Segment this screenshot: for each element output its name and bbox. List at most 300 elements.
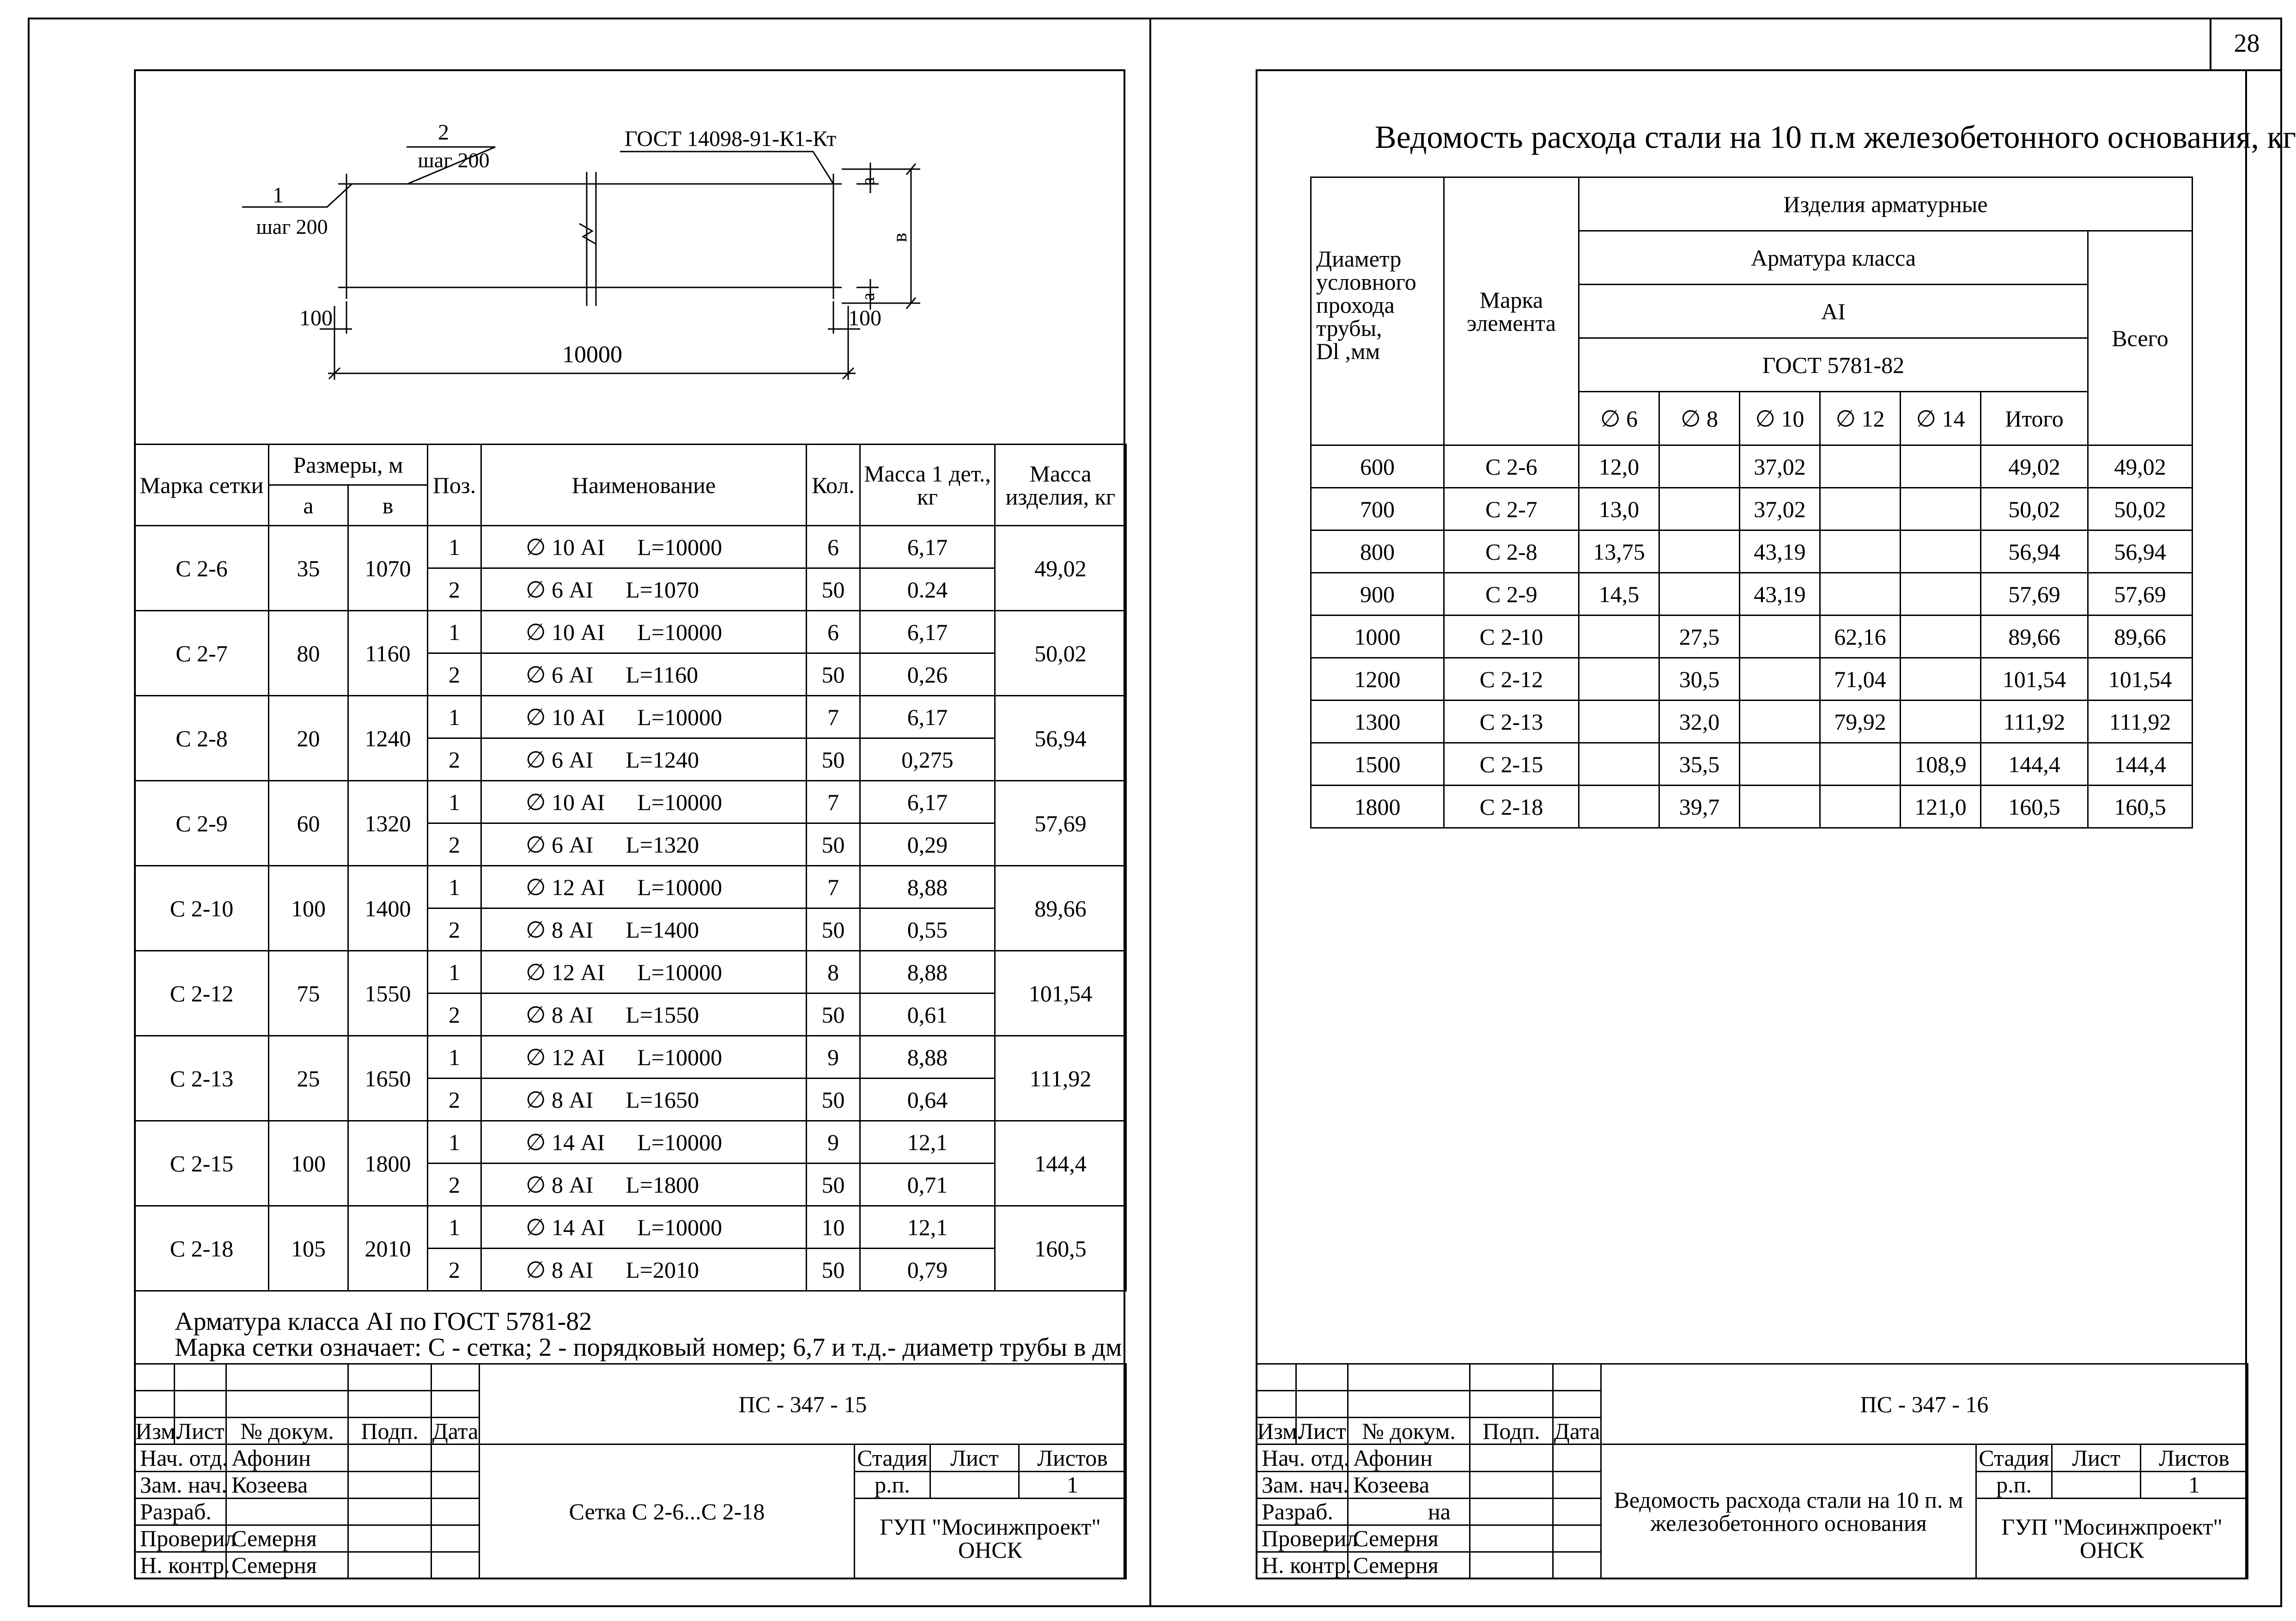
size-a: 100 bbox=[269, 1121, 348, 1206]
header-ai: АI bbox=[1579, 285, 2088, 338]
mesh-mark: С 2-15 bbox=[135, 1121, 269, 1206]
header-diam-text: Диаметр условного прохода трубы, bbox=[1316, 246, 1416, 341]
stamp-name: Семерня bbox=[1348, 1552, 1470, 1578]
table-row bbox=[135, 1121, 1126, 1164]
mesh-mark: С 2-7 bbox=[135, 611, 269, 696]
right-title-block bbox=[1256, 1363, 2248, 1579]
cell-vsego: 101,54 bbox=[2088, 658, 2193, 701]
mesh-spec-table bbox=[134, 444, 1127, 1292]
cell-d12 bbox=[1820, 445, 1901, 488]
cell-d8: 30,5 bbox=[1659, 658, 1740, 701]
cell-vsego: 89,66 bbox=[2088, 615, 2193, 658]
stamp-stage-h: Стадия bbox=[855, 1444, 930, 1471]
cell-dn: 1500 bbox=[1311, 743, 1444, 786]
cell-dn: 1800 bbox=[1311, 786, 1444, 828]
position: 2 bbox=[428, 738, 481, 781]
stamp-name: Семерня bbox=[1348, 1525, 1470, 1552]
table-row bbox=[1311, 786, 2193, 828]
header-sizes: Размеры, м bbox=[269, 445, 428, 485]
bar-diameter: ∅ 8 АI bbox=[526, 1001, 594, 1028]
header-d10: ∅ 10 bbox=[1740, 392, 1820, 445]
position: 2 bbox=[428, 653, 481, 696]
cell-d14: 121,0 bbox=[1901, 786, 1981, 828]
stamp-h-doc: № докум. bbox=[226, 1418, 348, 1444]
right-sheet-title bbox=[1601, 1444, 1976, 1579]
cell-itogo: 144,4 bbox=[1981, 743, 2088, 786]
quantity: 9 bbox=[807, 1121, 860, 1164]
cell-mark: С 2-7 bbox=[1444, 488, 1579, 530]
unit-mass: 0,71 bbox=[860, 1164, 995, 1206]
quantity: 7 bbox=[807, 781, 860, 823]
position: 1 bbox=[428, 696, 481, 738]
table-row bbox=[1311, 743, 2193, 786]
size-a: 75 bbox=[269, 951, 348, 1036]
bar-diameter: ∅ 8 АI bbox=[526, 1171, 594, 1198]
cell-mark: С 2-10 bbox=[1444, 615, 1579, 658]
cell-d6 bbox=[1579, 786, 1659, 828]
stamp-org-1: ГУП "Мосинжпроект" bbox=[880, 1514, 1101, 1540]
table-row bbox=[135, 1036, 1126, 1079]
bar-length: L=10000 bbox=[637, 534, 723, 560]
cell-itogo: 56,94 bbox=[1981, 530, 2088, 573]
unit-mass: 0,79 bbox=[860, 1249, 995, 1291]
cell-d14 bbox=[1901, 445, 1981, 488]
unit-mass: 0,29 bbox=[860, 823, 995, 866]
left-doc-code: ПС - 347 - 15 bbox=[480, 1364, 1126, 1444]
stamp-h-date: Дата bbox=[1553, 1418, 1601, 1444]
bar-length: L=10000 bbox=[637, 619, 723, 645]
callout-1-step: шаг 200 bbox=[256, 215, 328, 238]
quantity: 6 bbox=[807, 611, 860, 653]
cell-mark: С 2-18 bbox=[1444, 786, 1579, 828]
cell-itogo: 89,66 bbox=[1981, 615, 2088, 658]
quantity: 50 bbox=[807, 823, 860, 866]
stamp-sheets-h: Листов bbox=[2141, 1444, 2248, 1471]
stamp-role: Проверил bbox=[135, 1525, 226, 1552]
cell-d8 bbox=[1659, 573, 1740, 615]
unit-mass: 8,88 bbox=[860, 866, 995, 908]
bar-length: L=1400 bbox=[626, 916, 699, 943]
stamp-role: Н. контр. bbox=[1257, 1552, 1348, 1578]
position: 1 bbox=[428, 611, 481, 653]
stamp-role: Разраб. bbox=[1257, 1498, 1348, 1525]
table-row bbox=[135, 611, 1126, 653]
stamp-h-date: Дата bbox=[431, 1418, 480, 1444]
stamp-org-2: ОНСК bbox=[958, 1537, 1022, 1563]
unit-mass: 6,17 bbox=[860, 526, 995, 568]
cell-d10: 43,19 bbox=[1740, 530, 1820, 573]
stamp-org-2: ОНСК bbox=[2080, 1537, 2144, 1563]
bar-name bbox=[481, 951, 807, 993]
bar-diameter: ∅ 14 АI bbox=[526, 1129, 605, 1155]
note-line-2: Марка сетки означает: С - сетка; 2 - порядковый номер; 6,7 и т.д.- диаметр трубы в дм bbox=[175, 1333, 1122, 1362]
cell-d6: 13,0 bbox=[1579, 488, 1659, 530]
cell-dn: 900 bbox=[1311, 573, 1444, 615]
size-v: 1650 bbox=[348, 1036, 428, 1121]
header-itogo: Итого bbox=[1981, 392, 2088, 445]
cell-itogo: 101,54 bbox=[1981, 658, 2088, 701]
bar-length: L=10000 bbox=[637, 704, 723, 730]
cell-d10 bbox=[1740, 658, 1820, 701]
stamp-name: Козеева bbox=[1348, 1471, 1470, 1498]
bar-diameter: ∅ 6 АI bbox=[526, 661, 594, 688]
bar-length: L=1240 bbox=[626, 746, 699, 773]
header-diam-unit: Dl ,мм bbox=[1316, 338, 1380, 364]
size-v: 1070 bbox=[348, 526, 428, 611]
position: 2 bbox=[428, 993, 481, 1036]
cell-d14 bbox=[1901, 658, 1981, 701]
bar-length: L=1800 bbox=[626, 1171, 699, 1198]
header-rebar-class: Арматура класса bbox=[1579, 231, 2088, 285]
bar-length: L=10000 bbox=[637, 1214, 723, 1240]
cell-itogo: 111,92 bbox=[1981, 701, 2088, 743]
quantity: 50 bbox=[807, 993, 860, 1036]
cell-dn: 800 bbox=[1311, 530, 1444, 573]
cell-d6 bbox=[1579, 658, 1659, 701]
stamp-sheet-h: Лист bbox=[930, 1444, 1019, 1471]
cell-d8: 35,5 bbox=[1659, 743, 1740, 786]
stamp-role: Зам. нач. bbox=[1257, 1471, 1348, 1498]
quantity: 7 bbox=[807, 866, 860, 908]
callout-1: 1 bbox=[273, 183, 284, 207]
stamp-role: Зам. нач. bbox=[135, 1471, 226, 1498]
cell-dn: 1200 bbox=[1311, 658, 1444, 701]
bar-name bbox=[481, 993, 807, 1036]
cell-d6: 12,0 bbox=[1579, 445, 1659, 488]
cell-vsego: 49,02 bbox=[2088, 445, 2193, 488]
bar-name bbox=[481, 1079, 807, 1121]
cell-mark: С 2-6 bbox=[1444, 445, 1579, 488]
bar-name bbox=[481, 611, 807, 653]
stamp-org-1: ГУП "Мосинжпроект" bbox=[2001, 1514, 2223, 1540]
unit-mass: 6,17 bbox=[860, 781, 995, 823]
stamp-org bbox=[855, 1498, 1126, 1578]
table-row bbox=[1311, 530, 2193, 573]
bar-diameter: ∅ 12 АI bbox=[526, 1044, 605, 1070]
table-row bbox=[135, 951, 1126, 993]
stamp-h-izm: Изм. bbox=[1257, 1418, 1303, 1444]
quantity: 6 bbox=[807, 526, 860, 568]
quantity: 8 bbox=[807, 951, 860, 993]
header-mass-item: Масса изделия, кг bbox=[995, 445, 1126, 526]
bar-diameter: ∅ 8 АI bbox=[526, 1256, 594, 1283]
item-mass: 144,4 bbox=[995, 1121, 1126, 1206]
size-a: 105 bbox=[269, 1206, 348, 1291]
quantity: 50 bbox=[807, 653, 860, 696]
bar-name bbox=[481, 1164, 807, 1206]
bar-name bbox=[481, 653, 807, 696]
position: 2 bbox=[428, 1079, 481, 1121]
dim-100-left: 100 bbox=[299, 306, 333, 330]
table-row bbox=[135, 781, 1126, 823]
header-pos: Поз. bbox=[428, 445, 481, 526]
cell-d6 bbox=[1579, 743, 1659, 786]
table-row bbox=[1311, 488, 2193, 530]
bar-name bbox=[481, 1206, 807, 1249]
cell-d8 bbox=[1659, 488, 1740, 530]
size-v: 1320 bbox=[348, 781, 428, 866]
mesh-mark: С 2-12 bbox=[135, 951, 269, 1036]
dim-100-right: 100 bbox=[848, 306, 881, 330]
unit-mass: 0.24 bbox=[860, 568, 995, 611]
unit-mass: 8,88 bbox=[860, 951, 995, 993]
table-row bbox=[135, 1206, 1126, 1249]
cell-d10: 43,19 bbox=[1740, 573, 1820, 615]
note-line-1: Арматура класса АI по ГОСТ 5781-82 bbox=[175, 1307, 592, 1336]
bar-name bbox=[481, 1036, 807, 1079]
header-a: а bbox=[269, 485, 348, 526]
cell-d14 bbox=[1901, 615, 1981, 658]
unit-mass: 12,1 bbox=[860, 1206, 995, 1249]
cell-d14 bbox=[1901, 573, 1981, 615]
size-v: 1800 bbox=[348, 1121, 428, 1206]
item-mass: 89,66 bbox=[995, 866, 1126, 951]
bar-diameter: ∅ 6 АI bbox=[526, 746, 594, 773]
dim-a-top: а bbox=[857, 177, 878, 185]
cell-dn: 1300 bbox=[1311, 701, 1444, 743]
stamp-name: Семерня bbox=[226, 1525, 348, 1552]
cell-itogo: 50,02 bbox=[1981, 488, 2088, 530]
unit-mass: 6,17 bbox=[860, 696, 995, 738]
quantity: 50 bbox=[807, 1164, 860, 1206]
table-row bbox=[1311, 573, 2193, 615]
cell-mark: С 2-9 bbox=[1444, 573, 1579, 615]
bar-diameter: ∅ 8 АI bbox=[526, 1086, 594, 1113]
unit-mass: 6,17 bbox=[860, 611, 995, 653]
bar-name bbox=[481, 823, 807, 866]
dim-a-bottom: а bbox=[857, 293, 878, 301]
stamp-role: Н. контр. bbox=[135, 1552, 226, 1578]
cell-d10 bbox=[1740, 786, 1820, 828]
cell-d8 bbox=[1659, 530, 1740, 573]
cell-vsego: 50,02 bbox=[2088, 488, 2193, 530]
stamp-name: на bbox=[1348, 1498, 1470, 1525]
cell-itogo: 160,5 bbox=[1981, 786, 2088, 828]
bar-name bbox=[481, 908, 807, 951]
cell-d6 bbox=[1579, 615, 1659, 658]
stamp-role: Нач. отд. bbox=[135, 1444, 226, 1471]
quantity: 50 bbox=[807, 738, 860, 781]
left-sheet-title: Сетка С 2-6...С 2-18 bbox=[480, 1444, 855, 1579]
cell-mark: С 2-13 bbox=[1444, 701, 1579, 743]
bar-length: L=10000 bbox=[637, 959, 723, 985]
unit-mass: 0,64 bbox=[860, 1079, 995, 1121]
cell-d12 bbox=[1820, 530, 1901, 573]
size-v: 1240 bbox=[348, 696, 428, 781]
bar-diameter: ∅ 8 АI bbox=[526, 916, 594, 943]
header-qty: Кол. bbox=[807, 445, 860, 526]
position: 2 bbox=[428, 568, 481, 611]
item-mass: 56,94 bbox=[995, 696, 1126, 781]
bar-length: L=1650 bbox=[626, 1086, 699, 1113]
item-mass: 111,92 bbox=[995, 1036, 1126, 1121]
stamp-sheet-h: Лист bbox=[2052, 1444, 2141, 1471]
cell-d8: 27,5 bbox=[1659, 615, 1740, 658]
right-doc-code: ПС - 347 - 16 bbox=[1601, 1364, 2248, 1444]
size-a: 60 bbox=[269, 781, 348, 866]
table-row bbox=[1311, 701, 2193, 743]
table-row bbox=[135, 696, 1126, 738]
cell-mark: С 2-15 bbox=[1444, 743, 1579, 786]
stamp-stage: р.п. bbox=[855, 1471, 930, 1498]
table-row bbox=[1311, 615, 2193, 658]
stamp-h-doc: № докум. bbox=[1348, 1418, 1470, 1444]
stamp-h-list: Лист bbox=[175, 1418, 226, 1444]
item-mass: 49,02 bbox=[995, 526, 1126, 611]
right-sheet-title-2: железобетонного основания bbox=[1650, 1510, 1927, 1536]
cell-vsego: 160,5 bbox=[2088, 786, 2193, 828]
position: 1 bbox=[428, 1036, 481, 1079]
cell-dn: 600 bbox=[1311, 445, 1444, 488]
header-products: Изделия арматурные bbox=[1579, 177, 2193, 231]
bar-name bbox=[481, 1121, 807, 1164]
bar-length: L=10000 bbox=[637, 1129, 723, 1155]
size-a: 25 bbox=[269, 1036, 348, 1121]
dim-v: в bbox=[888, 232, 911, 243]
bar-name bbox=[481, 526, 807, 568]
callout-2: 2 bbox=[438, 120, 449, 145]
cell-mark: С 2-12 bbox=[1444, 658, 1579, 701]
bar-diameter: ∅ 6 АI bbox=[526, 576, 594, 603]
cell-d10: 37,02 bbox=[1740, 445, 1820, 488]
bar-diameter: ∅ 10 АI bbox=[526, 619, 605, 645]
stamp-sheets-h: Листов bbox=[1019, 1444, 1126, 1471]
stamp-h-sign: Подп. bbox=[1470, 1418, 1553, 1444]
cell-vsego: 144,4 bbox=[2088, 743, 2193, 786]
bar-name bbox=[481, 781, 807, 823]
size-v: 2010 bbox=[348, 1206, 428, 1291]
right-table-title: Ведомость расхода стали на 10 п.м железобетонного основания, кг bbox=[1375, 120, 2296, 155]
quantity: 50 bbox=[807, 568, 860, 611]
cell-dn: 1000 bbox=[1311, 615, 1444, 658]
position: 2 bbox=[428, 1164, 481, 1206]
stamp-sheet bbox=[930, 1471, 1019, 1498]
cell-d8: 39,7 bbox=[1659, 786, 1740, 828]
stamp-role: Нач. отд. bbox=[1257, 1444, 1348, 1471]
cell-d12 bbox=[1820, 573, 1901, 615]
table-row bbox=[1311, 658, 2193, 701]
quantity: 9 bbox=[807, 1036, 860, 1079]
size-a: 100 bbox=[269, 866, 348, 951]
item-mass: 160,5 bbox=[995, 1206, 1126, 1291]
bar-diameter: ∅ 12 АI bbox=[526, 959, 605, 985]
header-d8: ∅ 8 bbox=[1659, 392, 1740, 445]
cell-d10: 37,02 bbox=[1740, 488, 1820, 530]
header-gost: ГОСТ 5781-82 bbox=[1579, 338, 2088, 392]
size-v: 1400 bbox=[348, 866, 428, 951]
mesh-mark: С 2-10 bbox=[135, 866, 269, 951]
cell-vsego: 56,94 bbox=[2088, 530, 2193, 573]
right-sheet-title-1: Ведомость расхода стали на 10 п. м bbox=[1614, 1487, 1963, 1513]
bar-diameter: ∅ 10 АI bbox=[526, 534, 605, 560]
bar-diameter: ∅ 14 АI bbox=[526, 1214, 605, 1240]
position: 1 bbox=[428, 526, 481, 568]
stamp-name bbox=[226, 1498, 348, 1525]
cell-d6 bbox=[1579, 701, 1659, 743]
header-mark: Марка элемента bbox=[1444, 177, 1579, 445]
position: 2 bbox=[428, 908, 481, 951]
mesh-mark: С 2-8 bbox=[135, 696, 269, 781]
bar-name bbox=[481, 866, 807, 908]
stamp-role: Разраб. bbox=[135, 1498, 226, 1525]
cell-vsego: 57,69 bbox=[2088, 573, 2193, 615]
stamp-h-list: Лист bbox=[1296, 1418, 1348, 1444]
gost-callout: ГОСТ 14098-91-К1-Кт bbox=[625, 127, 837, 151]
cell-d14 bbox=[1901, 701, 1981, 743]
bar-name bbox=[481, 696, 807, 738]
stamp-name: Афонин bbox=[226, 1444, 348, 1471]
left-title-block bbox=[134, 1363, 1127, 1579]
bar-length: L=10000 bbox=[637, 874, 723, 900]
size-a: 80 bbox=[269, 611, 348, 696]
stamp-name: Козеева bbox=[226, 1471, 348, 1498]
bar-diameter: ∅ 10 АI bbox=[526, 789, 605, 815]
cell-d12 bbox=[1820, 786, 1901, 828]
size-v: 1550 bbox=[348, 951, 428, 1036]
bar-diameter: ∅ 6 АI bbox=[526, 831, 594, 858]
header-vsego: Всего bbox=[2088, 231, 2193, 445]
position: 1 bbox=[428, 866, 481, 908]
table-row bbox=[1311, 445, 2193, 488]
dim-length: 10000 bbox=[562, 341, 622, 368]
mesh-drawing bbox=[135, 70, 1124, 444]
size-v: 1160 bbox=[348, 611, 428, 696]
unit-mass: 0,275 bbox=[860, 738, 995, 781]
notes bbox=[175, 1309, 1237, 1360]
bar-length: L=10000 bbox=[637, 1044, 723, 1070]
table-row bbox=[135, 866, 1126, 908]
quantity: 10 bbox=[807, 1206, 860, 1249]
cell-d10 bbox=[1740, 701, 1820, 743]
item-mass: 50,02 bbox=[995, 611, 1126, 696]
position: 2 bbox=[428, 1249, 481, 1291]
bar-length: L=10000 bbox=[637, 789, 723, 815]
position: 2 bbox=[428, 823, 481, 866]
cell-d8: 32,0 bbox=[1659, 701, 1740, 743]
position: 1 bbox=[428, 1121, 481, 1164]
cell-d14 bbox=[1901, 488, 1981, 530]
stamp-h-sign: Подп. bbox=[348, 1418, 431, 1444]
cell-d12 bbox=[1820, 488, 1901, 530]
cell-d14 bbox=[1901, 530, 1981, 573]
bar-length: L=1160 bbox=[626, 661, 699, 688]
cell-dn: 700 bbox=[1311, 488, 1444, 530]
header-name: Наименование bbox=[481, 445, 807, 526]
cell-d12 bbox=[1820, 743, 1901, 786]
size-a: 35 bbox=[269, 526, 348, 611]
stamp-stage-h: Стадия bbox=[1976, 1444, 2052, 1471]
cell-d6: 14,5 bbox=[1579, 573, 1659, 615]
stamp-name: Семерня bbox=[226, 1552, 348, 1578]
header-v: в bbox=[348, 485, 428, 526]
stamp-sheets: 1 bbox=[1019, 1471, 1126, 1498]
header-mark: Марка сетки bbox=[135, 445, 269, 526]
bar-length: L=1550 bbox=[626, 1001, 699, 1028]
cell-d12: 79,92 bbox=[1820, 701, 1901, 743]
cell-d14: 108,9 bbox=[1901, 743, 1981, 786]
header-diam bbox=[1311, 177, 1444, 445]
stamp-stage: р.п. bbox=[1976, 1471, 2052, 1498]
stamp-name: Афонин bbox=[1348, 1444, 1470, 1471]
steel-consumption-table bbox=[1310, 177, 2193, 829]
header-mass-one: Масса 1 дет., кг bbox=[860, 445, 995, 526]
item-mass: 101,54 bbox=[995, 951, 1126, 1036]
unit-mass: 0,26 bbox=[860, 653, 995, 696]
page-number: 28 bbox=[2210, 18, 2282, 71]
header-d14: ∅ 14 bbox=[1901, 392, 1981, 445]
item-mass: 57,69 bbox=[995, 781, 1126, 866]
quantity: 50 bbox=[807, 1249, 860, 1291]
